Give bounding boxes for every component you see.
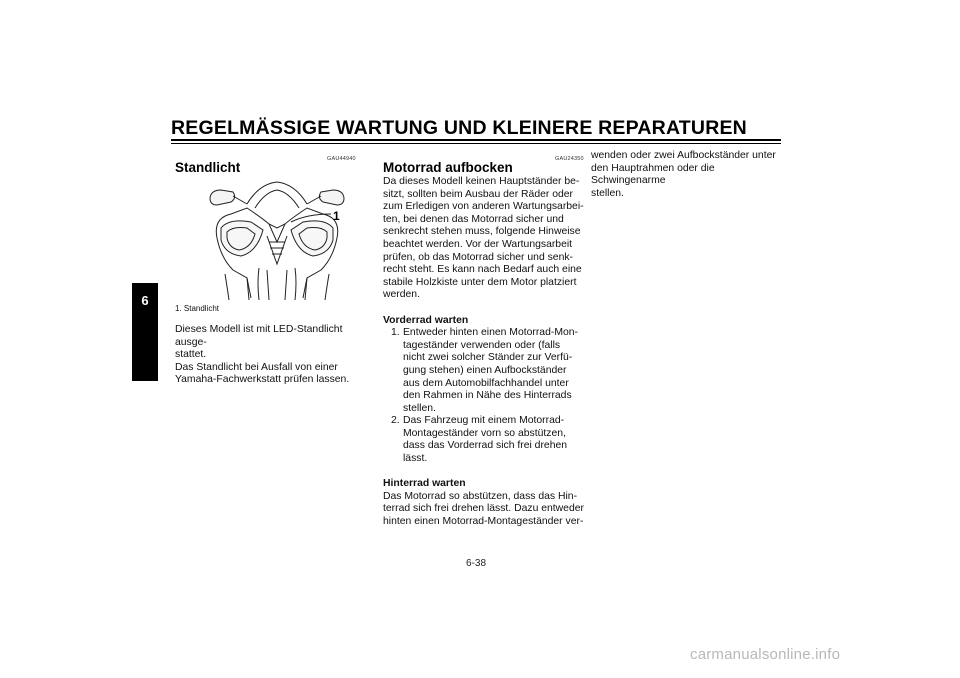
watermark: carmanualsonline.info (690, 646, 841, 663)
list-item-line: gung stehen) einen Aufbockständer (403, 364, 567, 376)
list-item-line: Entweder hinten einen Motorrad-Mon- (403, 327, 579, 339)
standlicht-body (175, 324, 375, 387)
list-item-line: stellen. (403, 402, 436, 414)
section-code-aufbocken: GAU24350 (555, 156, 584, 162)
vorderrad-steps (383, 327, 585, 466)
list-item-line: lässt. (403, 453, 428, 465)
intro-line: senkrecht stehen muss, folgende Hinweise (383, 226, 581, 238)
list-item-number: 2. (391, 415, 400, 427)
chapter-tab: 6 (132, 283, 158, 381)
intro-line: beachtet werden. Vor der Wartungsarbeit (383, 238, 573, 250)
aufbocken-body (383, 176, 585, 529)
right-line: wenden oder zwei Aufbockständer unter (591, 150, 776, 161)
header-rule-thin (171, 143, 781, 144)
list-item-number: 1. (391, 327, 400, 339)
motorcycle-front-illustration (207, 178, 347, 300)
right-line: stellen. (591, 187, 624, 199)
standlicht-line: Yamaha-Fachwerkstatt prüfen lassen. (175, 374, 350, 386)
heading-standlicht: Standlicht (175, 160, 241, 175)
list-item-line: tageständer verwenden oder (falls (403, 339, 561, 351)
right-column-body (591, 150, 791, 200)
page-number: 6-38 (466, 558, 487, 569)
list-item-line: dass das Vorderrad sich frei drehen (403, 440, 568, 452)
intro-line: werden. (383, 289, 420, 301)
right-line: den Hauptrahmen oder die Schwingenarme (591, 162, 715, 187)
figure-label-1: 1 (333, 209, 340, 223)
intro-line: prüfen, ob das Motorrad sicher und senk- (383, 251, 574, 263)
heading-motorrad-aufbocken: Motorrad aufbocken (383, 160, 513, 175)
page-header-title: REGELMÄSSIGE WARTUNG UND KLEINERE REPARATUREN (171, 117, 747, 139)
list-item-line: Das Fahrzeug mit einem Motorrad- (403, 415, 565, 427)
standlicht-line: stattet. (175, 349, 207, 361)
rear-line: hinten einen Motorrad-Montageständer ver- (383, 516, 584, 528)
rear-line: Das Motorrad so abstützen, dass das Hin- (383, 490, 578, 502)
list-item-line: den Rahmen in Nähe des Hinterrads (403, 390, 572, 402)
standlicht-line: Das Standlicht bei Ausfall von einer (175, 361, 338, 373)
header-rule-thick (171, 139, 781, 141)
intro-line: stabile Holzkiste unter dem Motor platziert (383, 276, 577, 288)
intro-line: Da dieses Modell keinen Hauptständer be- (383, 176, 580, 187)
intro-line: recht steht. Es kann nach Bedarf auch eine (383, 264, 582, 276)
intro-line: sitzt, sollten beim Ausbau der Räder oder (383, 188, 574, 200)
figure-caption: 1. Standlicht (175, 304, 220, 313)
subheading-vorderrad: Vorderrad warten (383, 314, 469, 326)
list-item-line: Montageständer vorn so abstützen, (403, 427, 566, 439)
standlicht-line: Dieses Modell ist mit LED-Standlicht ausge- (175, 324, 343, 348)
section-code-standlicht: GAU44940 (327, 156, 356, 162)
list-item (383, 327, 585, 415)
intro-line: zum Erledigen von anderen Wartungsarbei- (383, 201, 584, 213)
rear-line: terrad sich frei drehen lässt. Dazu entweder (383, 503, 584, 515)
list-item-line: nicht zwei solcher Ständer zur Verfü- (403, 352, 573, 364)
subheading-hinterrad: Hinterrad warten (383, 478, 466, 490)
list-item-line: aus dem Automobilfachhandel unter (403, 377, 569, 389)
intro-line: ten, bei denen das Motorrad sicher und (383, 213, 564, 225)
list-item (383, 415, 585, 465)
